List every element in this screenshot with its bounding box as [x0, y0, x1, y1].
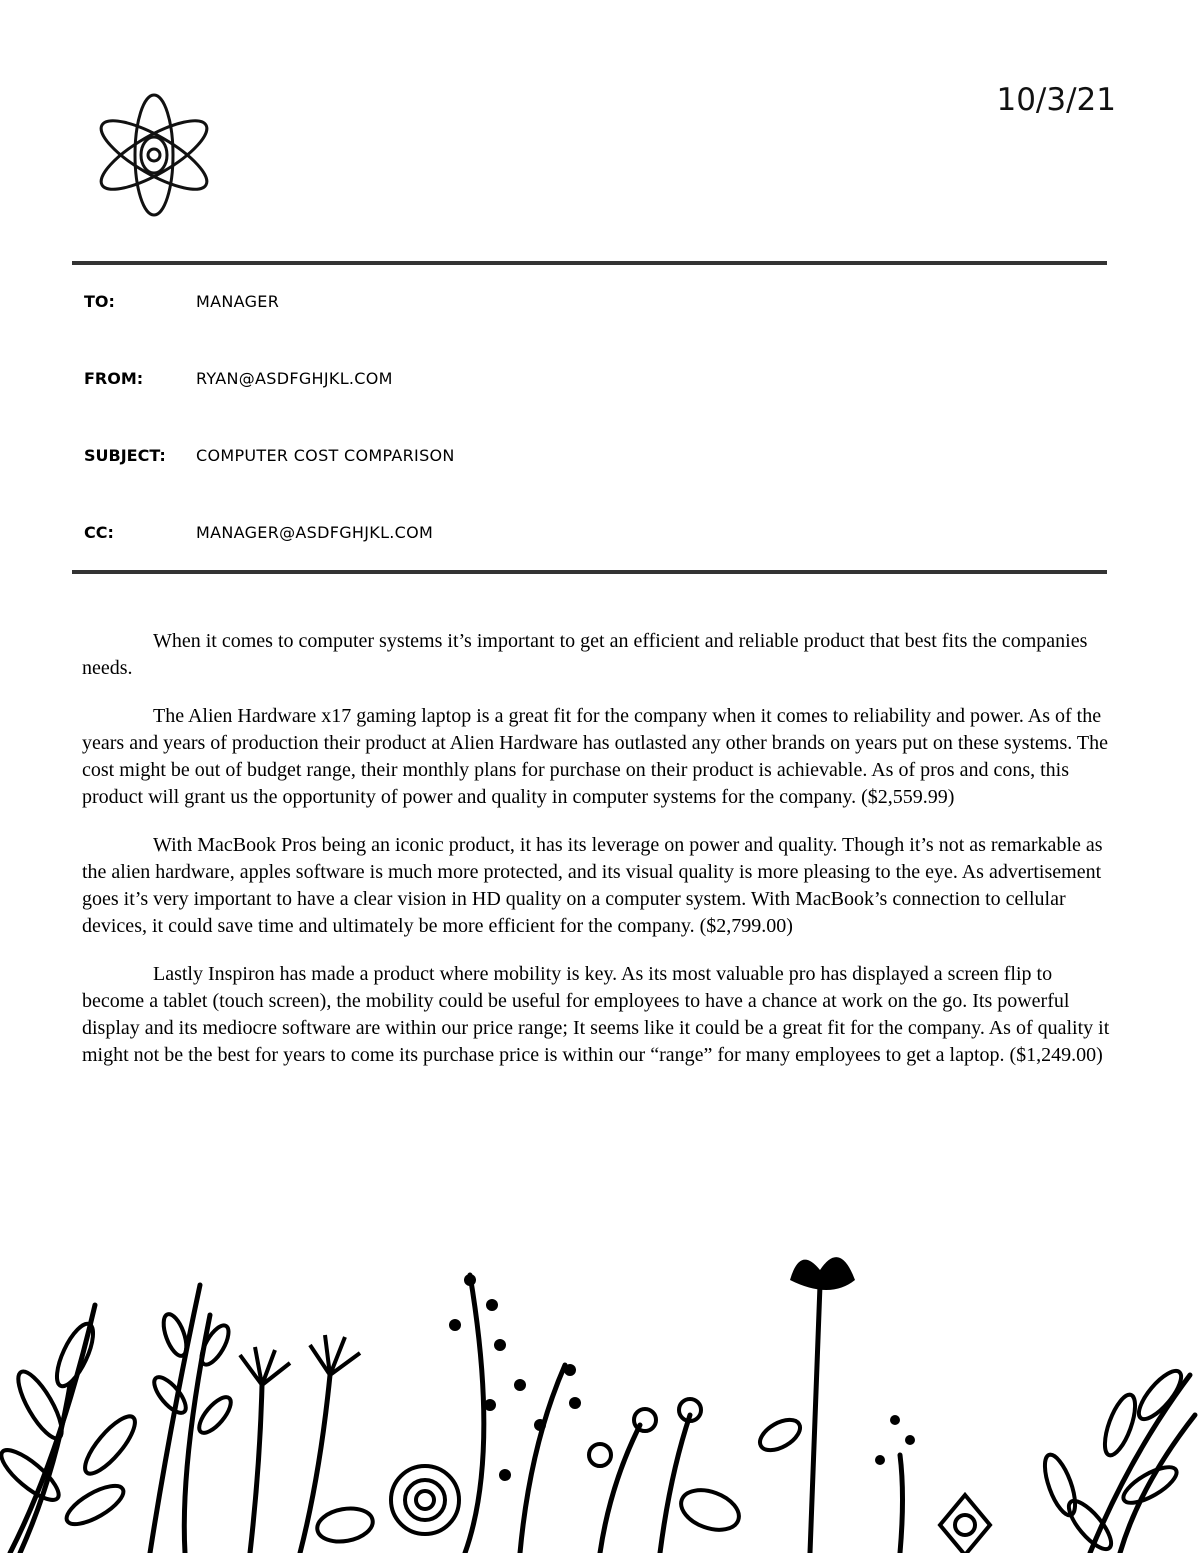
from-value: RYAN@ASDFGHJKL.COM — [196, 369, 393, 388]
atom-icon — [92, 90, 216, 220]
paragraph-intro: When it comes to computer systems it’s important to get an efficient and reliable product that best fits the companies needs. — [82, 630, 1088, 679]
floral-border-icon — [0, 1225, 1200, 1553]
header-divider-bottom — [72, 570, 1107, 574]
from-label: FROM: — [84, 369, 144, 388]
subject-value: COMPUTER COST COMPARISON — [196, 446, 455, 465]
cc-label: CC: — [84, 523, 114, 542]
to-label: TO: — [84, 292, 115, 311]
paragraph-macbook: With MacBook Pros being an iconic product, it has its leverage on power and quality. Though it’s not as remarkable as the alien hardware, apples software is much more protected, and its visual quality is more pleasing to the eye. As advertisement goes it’s very important to have a clear vision in HD quality on a computer system. With MacBook’s connection to cellular devices, it could save time and ultimately be more efficient for the company. ($2,799.00) — [82, 834, 1103, 937]
memo-date: 10/3/21 — [996, 82, 1116, 118]
paragraph-inspiron: Lastly Inspiron has made a product where mobility is key. As its most valuable pro has displayed a screen flip to become a tablet (touch screen), the mobility could be useful for employees to have a chance at work on the go. Its powerful display and its mediocre software are within our price range; It seems like it could be a great fit for the company. As of quality it might not be the best for years to come its purchase price is within our “range” for many employees to get a laptop. ($1,249.00) — [82, 963, 1110, 1066]
cc-value: MANAGER@ASDFGHJKL.COM — [196, 523, 434, 542]
header-divider-top — [72, 261, 1107, 265]
memo-body — [82, 628, 1114, 1090]
paragraph-alien-hardware: The Alien Hardware x17 gaming laptop is a great fit for the company when it comes to reliability and power. As of the years and years of production their product at Alien Hardware has outlasted any other brands on years put on these systems. The cost might be out of budget range, their monthly plans for purchase on their product is achievable. As of pros and cons, this product will grant us the opportunity of power and quality in computer systems for the company. ($2,559.99) — [82, 705, 1109, 808]
to-value: MANAGER — [196, 292, 280, 311]
subject-label: SUBJECT: — [84, 446, 166, 465]
